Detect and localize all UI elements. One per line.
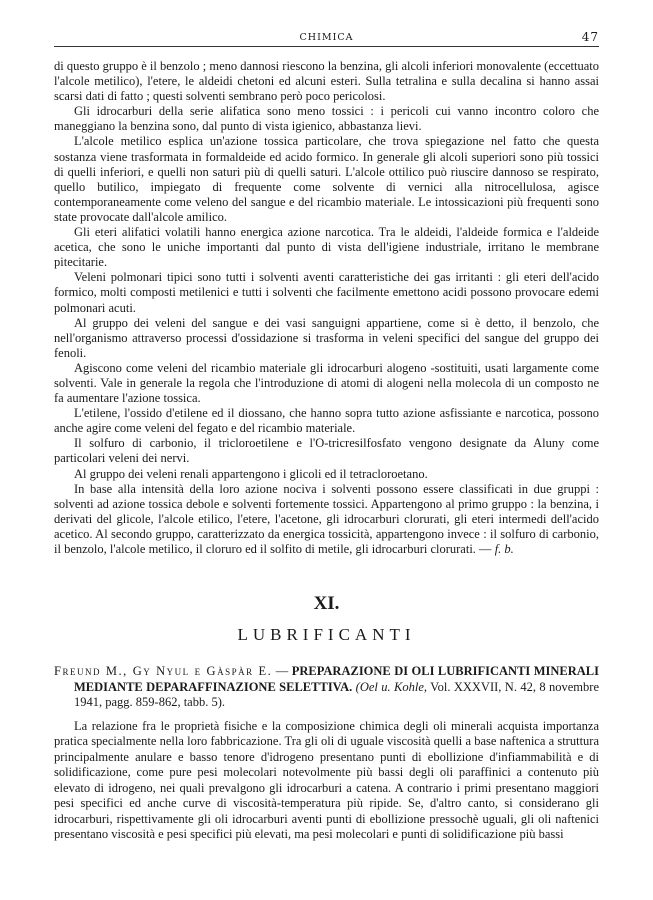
paragraph: Il solfuro di carbonio, il tricloroetilene e l'O-tricresilfosfato vengono designate da Aluny come particolari veleni dei nervi. — [54, 436, 599, 466]
entry-abstract: La relazione fra le proprietà fisiche e la composizione chimica degli oli minerali acquista importanza pratica specialmente nella loro fabbricazione. Tra gli oli di uguale viscosità quelli a base naftenica a struttura principalmente anulare e basso tenore d'idrogeno presentano punti di ebollizione d'infiammabilità e di solidificazione, come pure pesi molecolari notevolmente più bassi degli oli paraffinici a contenuto più elevato di idrogeno, nei quali prevalgono gli idrocarburi a catena. A contrario i primi presentano maggiori pesi specifici ed anche curve di viscosità-temperatura più ripide. Se, d'altro canto, si considerano gli idrocarburi, rispettivamente gli oli idrocarburi aventi punti di ebollizione pressochè uguali, gli oli naftenici presentano viscosità e pesi specifici più elevati, ma pesi molecolari e punti di solidificazione più bassi — [54, 718, 599, 841]
running-title: CHIMICA — [299, 32, 354, 43]
body-text — [54, 59, 599, 557]
paragraph — [54, 482, 599, 557]
paragraph: Gli idrocarburi della serie alifatica sono meno tossici : i pericoli cui vanno incontro coloro che maneggiano la benzina sono, dal punto di vista igienico, abbastanza lievi. — [54, 104, 599, 134]
entry-journal: (Oel u. Kohle, — [355, 679, 428, 694]
header-rule — [54, 46, 599, 47]
bibliographic-entry — [54, 664, 599, 843]
page-number: 47 — [581, 30, 599, 44]
paragraph: Al gruppo dei veleni del sangue e dei vasi sanguigni appartiene, come si è detto, il benzolo, che nell'organismo attraverso processi d'ossidazione si trasforma in veleni specifici del sangue del gruppo dei fenoli. — [54, 315, 599, 360]
citation — [54, 664, 599, 711]
paragraph: L'etilene, l'ossido d'etilene ed il diossano, che hanno sopra tutto azione asfissiante e narcotica, possono anche agire come veleni del fegato e del ricambio materiale. — [54, 406, 599, 436]
paragraph-text: In base alla intensità della loro azione nociva i solventi possono essere classificati in due gruppi : solventi ad azione tossica debole e solventi fortemente tossici. Appartengono al primo gruppo : la benzina, i derivati del glicole, l'alcole etilico, l'etere, l'acetone, gli idrocarburi clorurati, gli eteri intermedi dell'acido acetico. Al secondo gruppo, caratterizzato da energica tossicità, appartengono invece : il solfuro di carbonio, il benzolo, l'alcole metilico, il cloruro ed il solfito di metile, gli idrocarburi clorurati. — — [54, 481, 599, 556]
citation-dash: — — [272, 664, 292, 678]
paragraph: Al gruppo dei veleni renali appartengono i glicoli ed il tetracloroetano. — [74, 466, 428, 481]
entry-authors: Freund M., Gy Nyul e Gàspàr E. — [54, 664, 273, 678]
paragraph: Agiscono come veleni del ricambio materiale gli idrocarburi alogeno -sostituiti, usati largamente come solventi. Vale in generale la regola che l'introduzione di atomi di alogeni nella molecola di un composto ne fa aumentare l'azione tossica. — [54, 360, 599, 406]
author-signature: f. b. — [494, 542, 514, 556]
entry-source: Vol. XXXVII, N. 42, 8 novembre 1941, pagg. 859-862, tabb. 5). — [74, 679, 599, 709]
paragraph: di questo gruppo è il benzolo ; meno dannosi riescono la benzina, gli alcoli inferiori monovalente (eccettuato l'alcole metilico), l'etere, le aldeidi chetoni ed alcuni esteri. Sulla tetralina e sulla decalina si hanno assai scarsi dati di fatto ; questi solventi sembrano però poco pericolosi. — [54, 59, 599, 104]
chapter-number: XI. — [313, 593, 340, 614]
running-header — [54, 30, 599, 46]
chapter-title: LUBRIFICANTI — [237, 625, 416, 644]
entry-title: PREPARAZIONE DI OLI LUBRIFICANTI MINERALI MEDIANTE DEPARAFFINAZIONE SELETTIVA. — [74, 664, 599, 694]
paragraph: Veleni polmonari tipici sono tutti i solventi aventi caratteristiche dei gas irritanti : gli eteri dell'acido formico, molti composti metilenici e tutti i solventi che facilmente emettono acidi possono provocare edemi polmonari acuti. — [54, 270, 599, 315]
paragraph: Gli eteri alifatici volatili hanno energica azione narcotica. Tra le aldeidi, l'aldeide formica e l'aldeide acetica, che sono le uniche importanti dal punto di vista dell'igiene industriale, irritano le membrane pitecitarie. — [54, 225, 599, 270]
paragraph: L'alcole metilico esplica un'azione tossica particolare, che trova spiegazione nel fatto che questa sostanza viene trasformata in formaldeide ed acido formico. In generale gli alcoli superiori sono più tossici di quelli inferiori, e quelli non saturi più di quelli saturi. L'alcole ottilico può riuscire dannoso se respirato, quello butilico, impiegato di frequente come solvente di vernici alla nitrocellulosa, agisce contemporaneamente come veleno del sangue e del ricambio materiale. Le intossicazioni più frequenti sono state provocate dall'alcole amilico. — [54, 134, 599, 224]
